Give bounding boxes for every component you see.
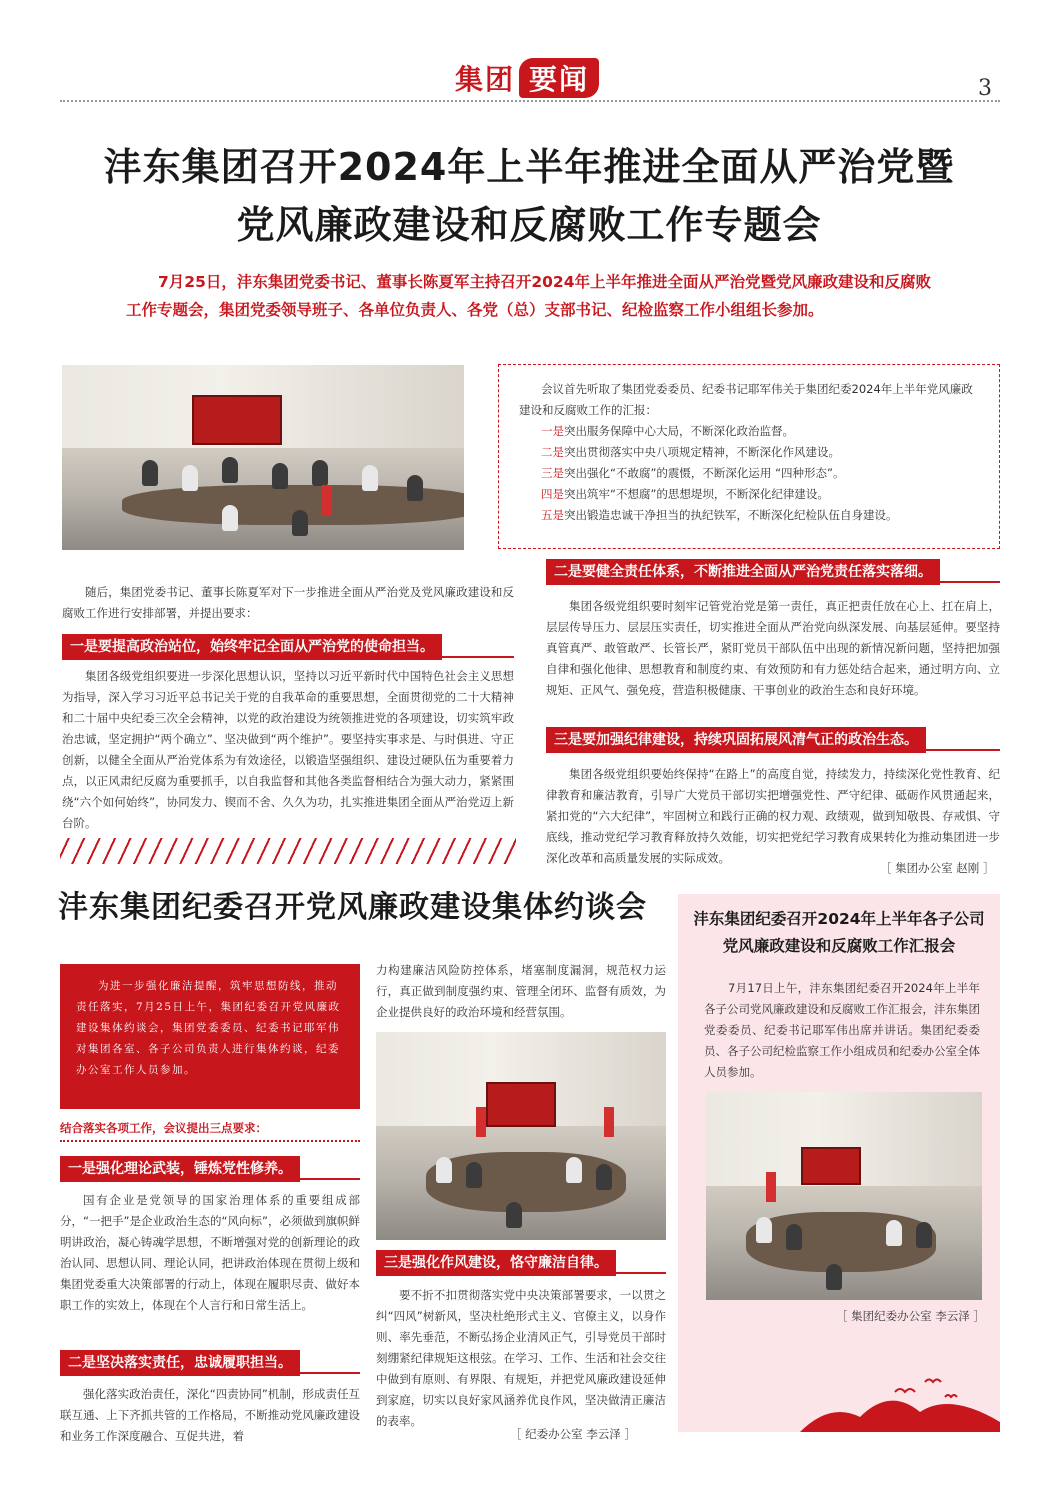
article2-para2-cont: 力构建廉洁风险防控体系，堵塞制度漏洞，规范权力运行，真正做到制度强约束、管理全闭环、监督有质效，为企业提供良好的政治环境和经营氛围。 — [376, 963, 666, 1019]
article2-subhead: 结合落实各项工作，会议提出三点要求： — [60, 1120, 360, 1142]
slash-divider — [60, 838, 516, 864]
article2-intro-box — [60, 964, 360, 1109]
article1-head3-label: 三是要加强纪律建设，持续巩固拓展风清气正的政治生态。 — [546, 727, 926, 753]
section-tag-prefix: 集团 — [455, 63, 516, 96]
header-divider — [60, 100, 1000, 102]
article2-head3-label: 三是强化作风建设，恪守廉洁自律。 — [376, 1250, 616, 1276]
article2-head1-label: 一是强化理论武装，锤炼党性修养。 — [60, 1156, 300, 1182]
article2-title: 沣东集团纪委召开党风廉政建设集体约谈会 — [58, 890, 647, 925]
article1-para1: 集团各级党组织要进一步深化思想认识，坚持以习近平新时代中国特色社会主义思想为指导，深入学习习近平总书记关于党的自我革命的重要思想，全面贯彻党的二十大精神和二十届中央纪委三次全会精神，以党的政治建设为统领推进党的各项建设，切实筑牢政治忠诚，坚定拥护“两个确立”、坚决做到“两个维护”。要坚持实事求是、与时俱进、守正创新，以健全全面从严治党体系为有效途径，以锻造坚强组织、建设过硬队伍为重要着力点，以正风肃纪反腐为重要抓手，以自我监督和其他各类监督相结合为强大动力，紧紧围绕“六个如何始终”，协同发力、锲而不舍、久久为功，扎实推进集团全面从严治党迈上新台阶。 — [62, 669, 514, 830]
article2-para3: 要不折不扣贯彻落实党中央决策部署要求，一以贯之纠“四风”树新风，坚决杜绝形式主义、官僚主义，以身作则、率先垂范，不断弘扬企业清风正气，引导党员干部时刻绷紧纪律规矩这根弦。在学习、工作、生活和社会交往中做到有原则、有界限、有规矩，并把党风廉政建设延伸到家庭，切实以良好家风涵养优良作风，坚决做清正廉洁的表率。 — [376, 1288, 666, 1428]
birds-mountain-decoration-icon — [800, 1372, 1000, 1432]
report-item: 四是突出筑牢“不想腐”的思想堤坝，不断深化纪律建设。 — [541, 487, 829, 501]
report-item: 三是突出强化“不敢腐”的震慑，不断深化运用 “四种形态”。 — [541, 466, 845, 480]
report-item: 一是突出服务保障中心大局，不断深化政治监督。 — [541, 424, 794, 438]
article1-intro-para: 随后，集团党委书记、董事长陈夏军对下一步推进全面从严治党及党风廉政建设和反腐败工作进行安排部署，并提出要求： — [62, 585, 514, 620]
article1-para3: 集团各级党组织要始终保持“在路上”的高度自觉，持续发力，持续深化党性教育、纪律教育和廉洁教育，引导广大党员干部切实把增强党性、严守纪律、砥砺作风贯通起来，紧扣党的“六大纪律”，牢固树立和践行正确的权力观、政绩观，做到知敬畏、存戒惧、守底线，推动党纪学习教育释放持久效能，切实把党纪学习教育成果转化为推动集团进一步深化改革和高质量发展的实际成效。 — [546, 767, 1000, 865]
article1-title — [40, 138, 1018, 254]
article3-byline: ［ 集团纪委办公室 李云泽 ］ — [836, 1309, 985, 1323]
report-intro: 会议首先听取了集团党委委员、纪委书记耶军伟关于集团纪委2024年上半年党风廉政建设和反腐败工作的汇报： — [519, 382, 973, 417]
article3-para: 7月17日上午，沣东集团纪委召开2024年上半年各子公司党风廉政建设和反腐败工作汇报会，沣东集团党委委员、纪委书记耶军伟出席并讲话。集团纪委委员、各子公司纪检监察工作小组成员和纪委办公室全体人员参加。 — [704, 981, 980, 1079]
article2-head2-label: 二是坚决落实责任，忠诚履职担当。 — [60, 1350, 300, 1376]
report-item: 二是突出贯彻落实中央八项规定精神，不断深化作风建设。 — [541, 445, 840, 459]
article3-title-line2: 党风廉政建设和反腐败工作汇报会 — [722, 937, 956, 955]
article2-intro-text: 为进一步强化廉洁提醒，筑牢思想防线，推动责任落实，7月25日上午，集团纪委召开党风廉政建设集体约谈会，集团党委委员、纪委书记耶军伟对集团各室、各子公司负责人进行集体约谈，纪委办公室工作人员参加。 — [76, 980, 341, 1076]
section-tag — [455, 58, 599, 98]
report-item: 五是突出锻造忠诚干净担当的执纪铁军，不断深化纪检队伍自身建设。 — [541, 508, 898, 522]
article1-title-line2: 党风廉政建设和反腐败工作专题会 — [236, 203, 822, 247]
article1-byline: ［ 集团办公室 赵刚 ］ — [880, 861, 995, 875]
article1-head2-label: 二是要健全责任体系，不断推进全面从严治党责任落实落细。 — [546, 559, 940, 585]
article1-head1 — [62, 634, 514, 660]
article2-para2: 强化落实政治责任，深化“四责协同”机制，形成责任互联互通、上下齐抓共管的工作格局，不断推动党风廉政建设和业务工作深度融合、互促共进，着 — [60, 1387, 360, 1443]
article3-title-line1: 沣东集团纪委召开2024年上半年各子公司 — [693, 910, 985, 928]
article1-lead: 7月25日，沣东集团党委书记、董事长陈夏军主持召开2024年上半年推进全面从严治党暨党风廉政建设和反腐败工作专题会，集团党委领导班子、各单位负责人、各党（总）支部书记、纪检监察工作小组组长参加。 — [126, 273, 931, 319]
article2-head3 — [376, 1250, 666, 1276]
article2-byline: ［ 纪委办公室 李云泽 ］ — [510, 1427, 636, 1441]
article1-para2: 集团各级党组织要时刻牢记管党治党是第一责任，真正把责任放在心上、扛在肩上，层层传导压力、层层压实责任，切实推进全面从严治党向纵深发展、向基层延伸。要坚持真管真严、敢管敢严、长管长严，紧盯党员干部队伍中出现的新情况新问题，坚持把加强自律和强化他律、思想教育和制度约束、有效预防和有力惩处结合起来，通过明方向、立规矩、正风气、强免疫，营造积极健康、干事创业的政治生态和良好环境。 — [546, 599, 1000, 697]
article2-para1: 国有企业是党领导的国家治理体系的重要组成部分，“一把手”是企业政治生态的“风向标”，必须做到旗帜鲜明讲政治，凝心铸魂学思想，不断增强对党的创新理论的政治认同、思想认同、理论认同，把讲政治体现在贯彻上级和集团党委重大决策部署的行动上，体现在履职尽责、做好本职工作的实效上，体现在个人言行和日常生活上。 — [60, 1193, 360, 1312]
report-summary-box — [498, 364, 1000, 549]
article1-title-line1: 沣东集团召开2024年上半年推进全面从严治党暨 — [103, 145, 955, 189]
section-tag-seal: 要闻 — [519, 58, 599, 98]
page-number: 3 — [978, 76, 992, 101]
article1-head3 — [546, 727, 1000, 753]
meeting-photo-1 — [62, 365, 464, 550]
article3-title — [678, 906, 1000, 960]
article1-head2 — [546, 559, 1000, 585]
article1-head1-label: 一是要提高政治站位，始终牢记全面从严治党的使命担当。 — [62, 634, 442, 660]
meeting-photo-2 — [376, 1032, 666, 1240]
article2-head1 — [60, 1156, 360, 1182]
meeting-photo-3 — [706, 1092, 982, 1300]
article2-head2 — [60, 1350, 360, 1376]
